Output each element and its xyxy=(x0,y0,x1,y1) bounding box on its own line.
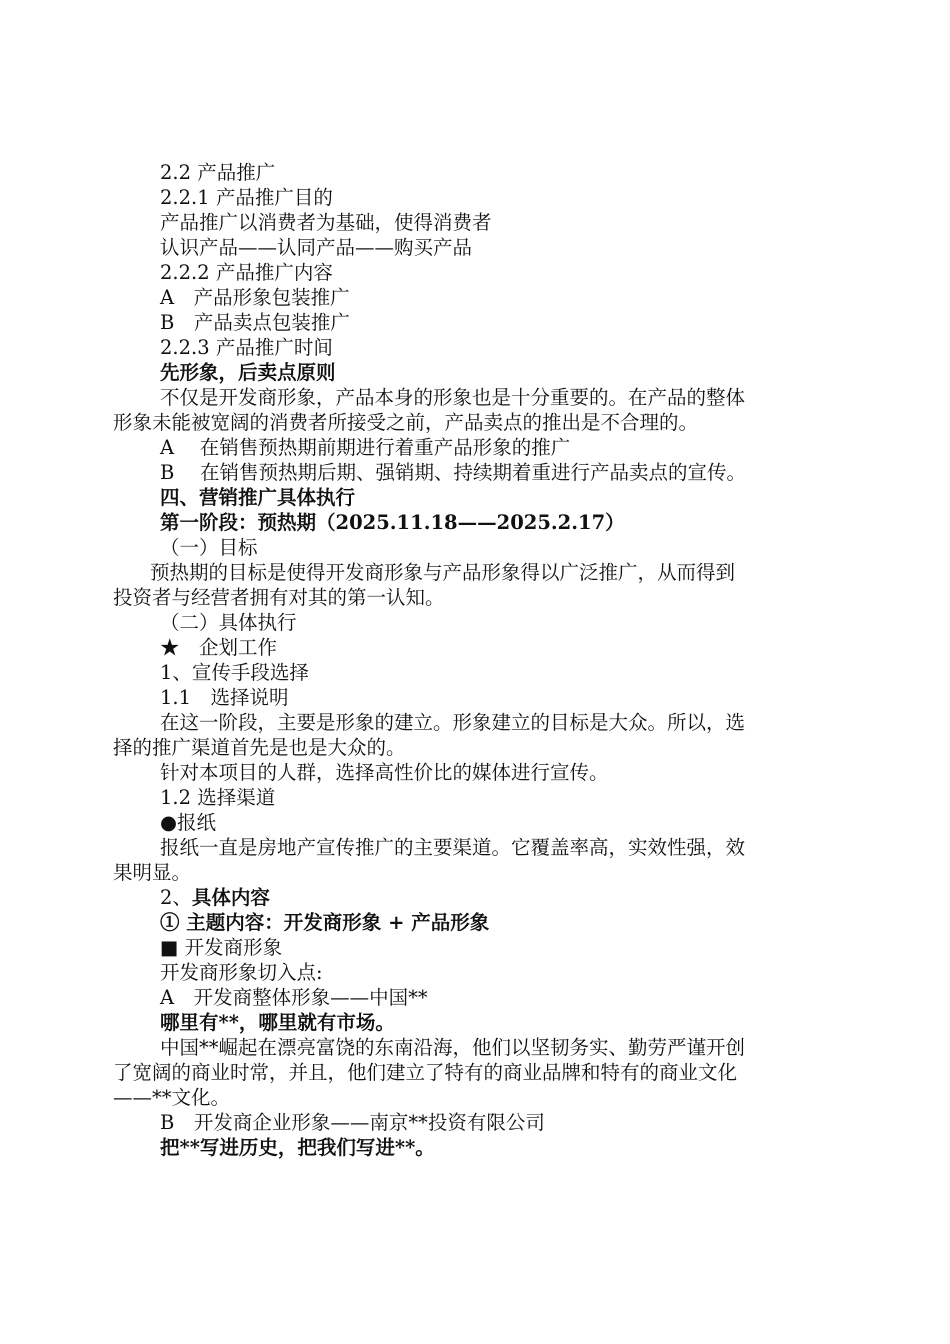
body-text: 认识产品——认同产品——购买产品 xyxy=(160,236,473,259)
bold-heading-text: 具体内容 xyxy=(191,886,270,909)
subheading-goal: （一）目标 xyxy=(160,536,258,559)
body-text-continued: ——**文化。 xyxy=(113,1086,231,1109)
numbered-subheading: 1.1 选择说明 xyxy=(160,686,289,709)
body-text: 针对本项目的人群，选择高性价比的媒体进行宣传。 xyxy=(160,761,609,784)
bold-slogan: 把**写进历史，把我们写进**。 xyxy=(160,1136,435,1159)
body-text: 中国**崛起在漂亮富饶的东南沿海，他们以坚韧务实、勤劳严谨开创 xyxy=(160,1036,746,1059)
list-item-a: A 开发商整体形象——中国** xyxy=(160,986,428,1009)
body-text: 报纸一直是房地产宣传推广的主要渠道。它覆盖率高，实效性强，效 xyxy=(160,836,746,859)
subsection-heading-2-2-3: 2.2.3 产品推广时间 xyxy=(160,336,333,359)
body-text-continued: 择的推广渠道首先是也是大众的。 xyxy=(113,736,406,759)
section-heading-2-2: 2.2 产品推广 xyxy=(160,161,276,184)
bullet-item: ●报纸 xyxy=(160,811,217,834)
numbered-heading: 1、宣传手段选择 xyxy=(160,661,309,684)
list-item-b: B 开发商企业形象——南京**投资有限公司 xyxy=(160,1111,545,1134)
square-bullet-heading: ■ 开发商形象 xyxy=(160,936,283,959)
subsection-heading-2-2-1: 2.2.1 产品推广目的 xyxy=(160,186,333,209)
chapter-heading: 四、营销推广具体执行 xyxy=(160,486,356,509)
subsection-heading-2-2-2: 2.2.2 产品推广内容 xyxy=(160,261,333,284)
body-text: 在这一阶段，主要是形象的建立。形象建立的目标是大众。所以，选 xyxy=(160,711,746,734)
body-text: 预热期的目标是使得开发商形象与产品形象得以广泛推广，从而得到 xyxy=(150,561,736,584)
body-text-continued: 投资者与经营者拥有对其的第一认知。 xyxy=(113,586,445,609)
body-text-continued: 形象未能被宽阔的消费者所接受之前，产品卖点的推出是不合理的。 xyxy=(113,411,699,434)
body-text: 开发商形象切入点: xyxy=(160,961,323,984)
numbered-subheading: 1.2 选择渠道 xyxy=(160,786,276,809)
body-text: 产品推广以消费者为基础，使得消费者 xyxy=(160,211,492,234)
body-text-continued: 果明显。 xyxy=(113,861,192,884)
list-item-a: A 产品形象包装推广 xyxy=(160,286,350,309)
numbered-heading xyxy=(160,885,270,911)
body-text-continued: 了宽阔的商业时常，并且，他们建立了特有的商业品牌和特有的商业文化 xyxy=(113,1061,738,1084)
theme-heading: ① 主题内容：开发商形象 + 产品形象 xyxy=(160,911,490,934)
bold-principle-heading: 先形象，后卖点原则 xyxy=(160,361,336,384)
list-item-a: A 在销售预热期前期进行着重产品形象的推广 xyxy=(160,436,571,459)
body-text: 不仅是开发商形象，产品本身的形象也是十分重要的。在产品的整体 xyxy=(160,386,746,409)
list-item-b: B 产品卖点包装推广 xyxy=(160,311,350,334)
phase-heading: 第一阶段：预热期（2025.11.18——2025.2.17） xyxy=(160,511,625,534)
list-item-b: B 在销售预热期后期、强销期、持续期着重进行产品卖点的宣传。 xyxy=(160,461,747,484)
number-prefix: 2、 xyxy=(160,886,192,909)
subheading-execution: （二）具体执行 xyxy=(160,611,297,634)
bold-slogan: 哪里有**，哪里就有市场。 xyxy=(160,1011,395,1034)
star-item: ★ 企划工作 xyxy=(160,636,278,659)
